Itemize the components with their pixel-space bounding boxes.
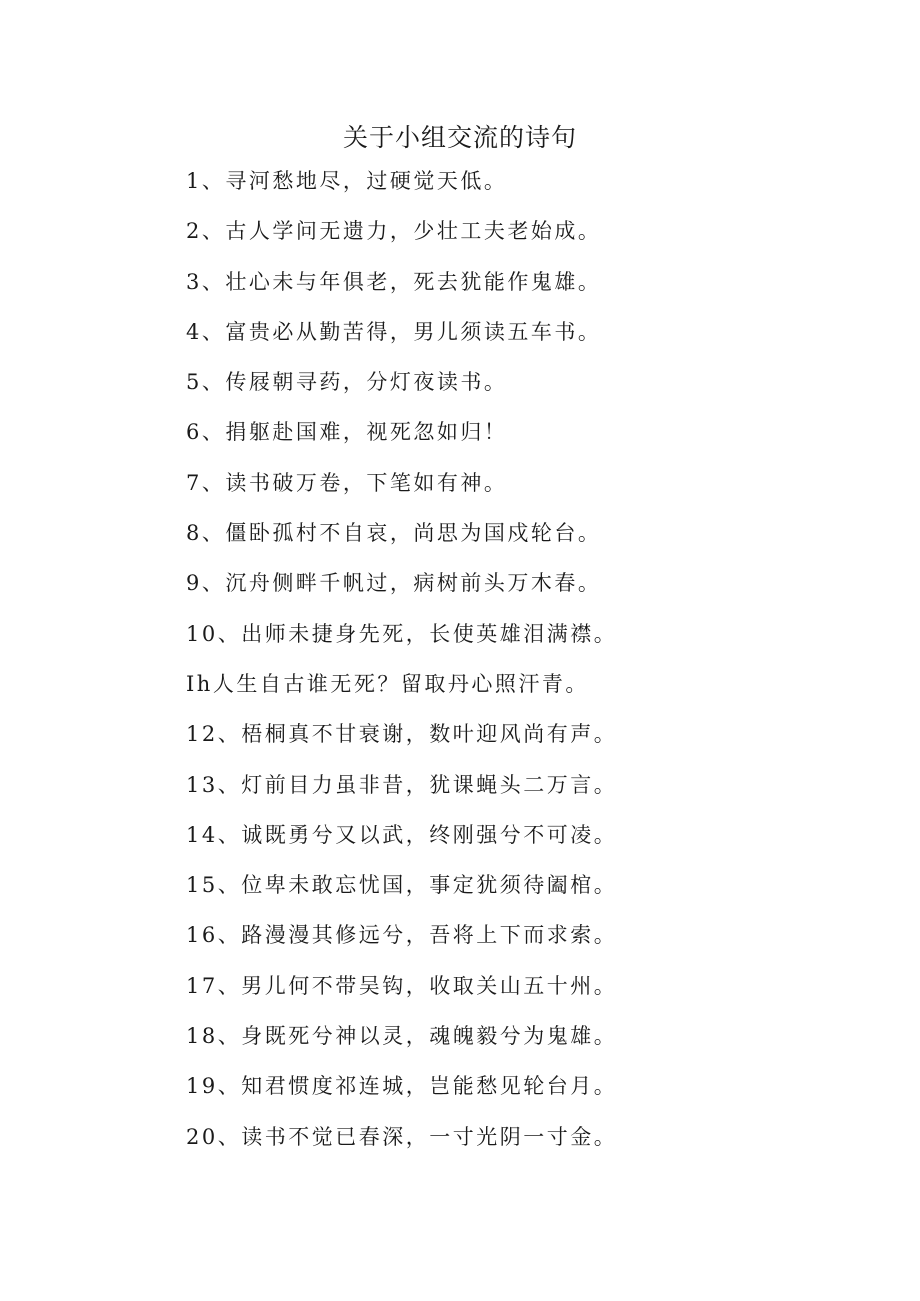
poem-line: 8、僵卧孤村不自哀，尚思为国戍轮台。 xyxy=(186,521,602,546)
poem-line: 2、古人学问无遗力，少壮工夫老始成。 xyxy=(186,219,602,244)
poem-line: 6、捐躯赴国难，视死忽如归！ xyxy=(186,420,508,445)
poem-line: 17、男儿何不带吴钩，收取关山五十州。 xyxy=(186,973,618,998)
poem-line: 7、读书破万卷，下笔如有神。 xyxy=(186,470,508,495)
poem-line: 20、读书不觉已春深，一寸光阴一寸金。 xyxy=(186,1124,618,1149)
poem-line: 5、传屐朝寻药，分灯夜读书。 xyxy=(186,370,508,395)
poem-line: 15、位卑未敢忘忧国，事定犹须待阖棺。 xyxy=(186,873,618,898)
document-title: 关于小组交流的诗句 xyxy=(342,123,577,152)
poem-line: Ih人生自古谁无死？留取丹心照汗青。 xyxy=(186,671,589,696)
poem-line: 1、寻河愁地尽，过硬觉天低。 xyxy=(186,169,508,193)
poem-line: 3、壮心未与年俱老，死去犹能作鬼雄。 xyxy=(186,269,602,294)
poem-list xyxy=(186,156,617,1162)
poem-line: 4、富贵必从勤苦得，男儿须读五车书。 xyxy=(186,319,602,344)
poem-line: 9、沉舟侧畔千帆过，病树前头万木春。 xyxy=(186,571,602,596)
poem-line: 13、灯前目力虽非昔，犹课蝇头二万言。 xyxy=(186,772,618,797)
poem-line: 14、诚既勇兮又以武，终刚强兮不可凌。 xyxy=(186,822,618,847)
poem-line: 19、知君惯度祁连城，岂能愁见轮台月。 xyxy=(186,1074,618,1099)
poem-line: 12、梧桐真不甘衰谢，数叶迎风尚有声。 xyxy=(186,722,618,747)
poem-line: 16、路漫漫其修远兮，吾将上下而求索。 xyxy=(186,923,618,948)
poem-line: 10、出师未捷身先死，长使英雄泪满襟。 xyxy=(186,621,618,646)
poem-line: 18、身既死兮神以灵，魂魄毅兮为鬼雄。 xyxy=(186,1024,618,1049)
